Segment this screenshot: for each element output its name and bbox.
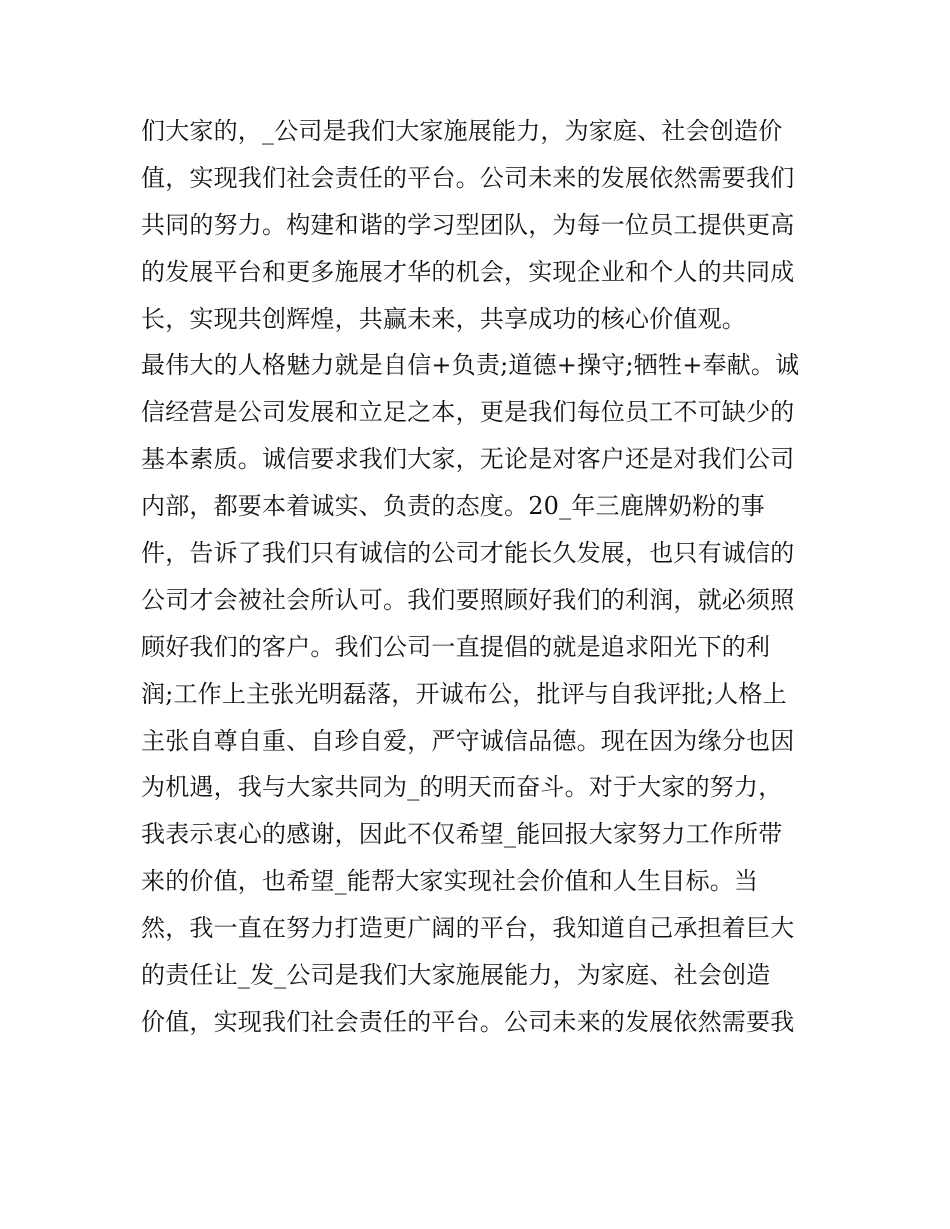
text-line-16: 我表示衷心的感谢，因此不仅希望_能回报大家努力工作所带 [141,820,783,849]
text-line-14: 主张自尊自重、自珍自爱，严守诚信品德。现在因为缘分也因 [141,726,795,755]
text-line-9: 内部，都要本着诚实、负责的态度。20_年三鹿牌奶粉的事 [141,492,765,521]
text-line-18: 然，我一直在努力打造更广阔的平台，我知道自己承担着巨大 [141,914,795,943]
body-text [141,108,821,1046]
text-line-20: 价值，实现我们社会责任的平台。公司未来的发展依然需要我 [141,1007,795,1036]
text-line-8: 基本素质。诚信要求我们大家，无论是对客户还是对我们公司 [141,445,795,474]
text-line-4: 的发展平台和更多施展才华的机会，实现企业和个人的共同成 [141,257,795,286]
text-line-3: 共同的努力。构建和谐的学习型团队，为每一位员工提供更高 [141,210,795,239]
text-line-7: 信经营是公司发展和立足之本，更是我们每位员工不可缺少的 [141,398,795,427]
text-line-15: 为机遇，我与大家共同为_的明天而奋斗。对于大家的努力， [141,773,783,802]
text-line-6: 最伟大的人格魅力就是自信+负责;道德+操守;牺牲+奉献。诚 [141,351,800,380]
text-line-11: 公司才会被社会所认可。我们要照顾好我们的利润，就必须照 [141,585,795,614]
text-line-5: 长，实现共创辉煌，共赢未来，共享成功的核心价值观。 [141,304,746,333]
text-line-1: 们大家的，_公司是我们大家施展能力，为家庭、社会创造价 [141,117,783,145]
text-line-2: 值，实现我们社会责任的平台。公司未来的发展依然需要我们 [141,163,795,192]
text-line-13: 润;工作上主张光明磊落，开诚布公，批评与自我评批;人格上 [141,679,787,708]
text-line-10: 件，告诉了我们只有诚信的公司才能长久发展，也只有诚信的 [141,539,795,568]
text-line-17: 来的价值，也希望_能帮大家实现社会价值和人生目标。当 [141,867,759,896]
text-line-12: 顾好我们的客户。我们公司一直提倡的就是追求阳光下的利 [141,632,771,661]
text-line-19: 的责任让_发_公司是我们大家施展能力，为家庭、社会创造 [141,961,771,990]
